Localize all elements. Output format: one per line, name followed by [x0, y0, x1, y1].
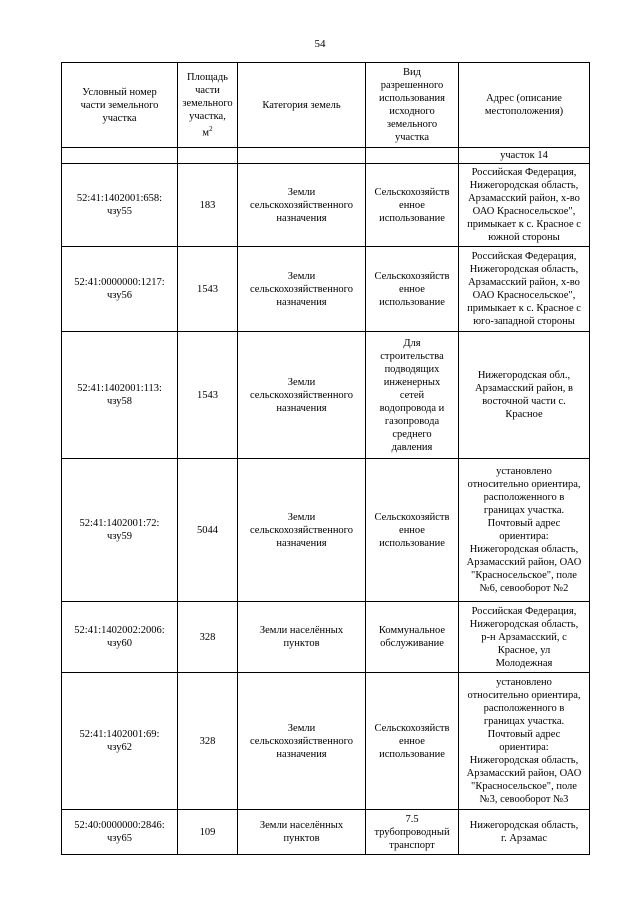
cell-category: Земли населённых пунктов [238, 810, 366, 855]
cell-area: 109 [178, 810, 238, 855]
cell-address: Нижегородская обл., Арзамасский район, в восточной части с. Красное [459, 332, 590, 459]
cell-category: Земли сельскохозяйственного назначения [238, 247, 366, 332]
header-area [178, 63, 238, 148]
cell-area: 5044 [178, 459, 238, 602]
cell-address: Российская Федерация, Нижегородская область, р-н Арзамасский, с Красное, ул Молодежная [459, 602, 590, 673]
cell-empty [178, 148, 238, 164]
cell-address: участок 14 [459, 148, 590, 164]
cell-address: установлено относительно ориентира, расположенного в границах участка. Почтовый адрес ориентира: Нижегородская область, Арзамасский район, ОАО "Красносельское", поле №3, севооборот №3 [459, 673, 590, 810]
continuation-row [62, 148, 590, 164]
header-use: Вид разрешенного использования исходного земельного участка [366, 63, 459, 148]
cell-empty [238, 148, 366, 164]
cell-area: 183 [178, 164, 238, 247]
land-parcels-table [61, 62, 590, 855]
cell-number: 52:41:1402001:69: чзу62 [62, 673, 178, 810]
cell-number: 52:41:1402001:72: чзу59 [62, 459, 178, 602]
cell-use: Сельскохозяйств енное использование [366, 164, 459, 247]
header-number: Условный номер части земельного участка [62, 63, 178, 148]
header-category: Категория земель [238, 63, 366, 148]
cell-category: Земли населённых пунктов [238, 602, 366, 673]
cell-area: 328 [178, 602, 238, 673]
table-row [62, 247, 590, 332]
header-area-unit: м [202, 127, 210, 139]
cell-use: Сельскохозяйств енное использование [366, 247, 459, 332]
cell-address: Российская Федерация, Нижегородская область, Арзамасский район, х-во ОАО Красносельское", примыкает к с. Красное с юго-западной стороны [459, 247, 590, 332]
cell-use: Сельскохозяйств енное использование [366, 459, 459, 602]
table-row [62, 459, 590, 602]
header-address: Адрес (описание местоположения) [459, 63, 590, 148]
page-number: 54 [314, 38, 326, 50]
cell-category: Земли сельскохозяйственного назначения [238, 164, 366, 247]
header-area-unit-power: 2 [209, 124, 213, 133]
cell-area: 1543 [178, 332, 238, 459]
cell-use: Для строительства подводящих инженерных сетей водопровода и газопровода среднего давления [366, 332, 459, 459]
cell-use: Коммунальное обслуживание [366, 602, 459, 673]
cell-number: 52:41:1402001:113: чзу58 [62, 332, 178, 459]
cell-number: 52:41:0000000:1217: чзу56 [62, 247, 178, 332]
cell-area: 328 [178, 673, 238, 810]
cell-number: 52:40:0000000:2846: чзу65 [62, 810, 178, 855]
cell-area: 1543 [178, 247, 238, 332]
cell-category: Земли сельскохозяйственного назначения [238, 332, 366, 459]
table-row [62, 673, 590, 810]
table-row [62, 602, 590, 673]
table-row [62, 332, 590, 459]
cell-address: Нижегородская область, г. Арзамас [459, 810, 590, 855]
cell-address: Российская Федерация, Нижегородская область, Арзамасский район, х-во ОАО Красносельское", примыкает к с. Красное с южной стороны [459, 164, 590, 247]
header-row [62, 63, 590, 148]
cell-use: 7.5 трубопроводный транспорт [366, 810, 459, 855]
header-area-label: Площадь части земельного участка, [182, 71, 233, 122]
cell-empty [366, 148, 459, 164]
cell-address: установлено относительно ориентира, расположенного в границах участка. Почтовый адрес ориентира: Нижегородская область, Арзамасский район, ОАО "Красносельское", поле №6, севооборот №2 [459, 459, 590, 602]
cell-number: 52:41:1402001:658: чзу55 [62, 164, 178, 247]
cell-use: Сельскохозяйств енное использование [366, 673, 459, 810]
cell-category: Земли сельскохозяйственного назначения [238, 673, 366, 810]
table-row [62, 810, 590, 855]
cell-empty [62, 148, 178, 164]
cell-category: Земли сельскохозяйственного назначения [238, 459, 366, 602]
table-row [62, 164, 590, 247]
cell-number: 52:41:1402002:2006: чзу60 [62, 602, 178, 673]
